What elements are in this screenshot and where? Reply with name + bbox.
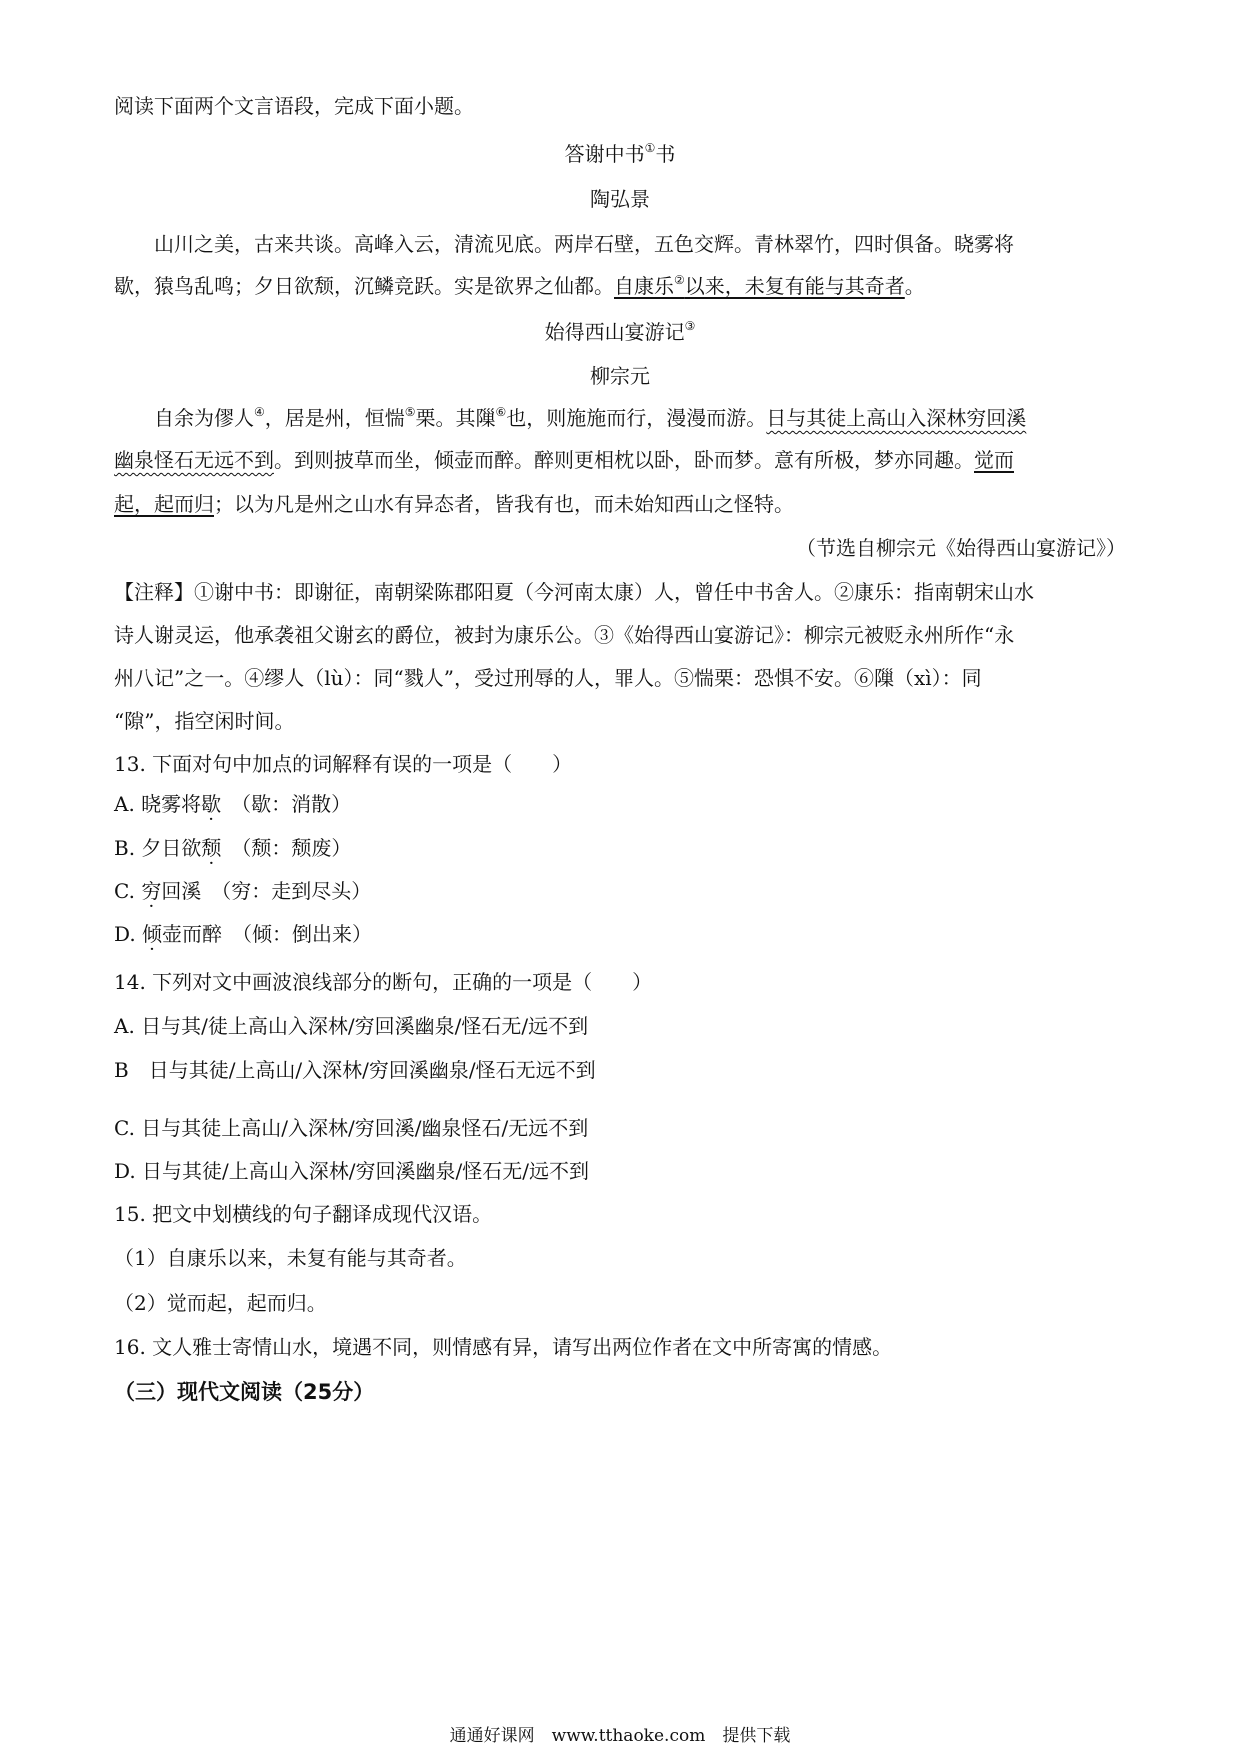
text2-paragraph-line: 幽泉怪石无远不到。到则披草而坐，倾壶而醉。醉则更相枕以卧，卧而梦。意有所极，梦亦同趣。觉而: [114, 448, 1014, 472]
emphasis-dot-word: 倾: [142, 922, 163, 946]
text2-paragraph-line: 自余为僇人④，居是州，恒惴⑤栗。其隟⑥也，则施施而行，漫漫而游。日与其徒上高山入深林穷回溪: [154, 405, 1027, 430]
question-13-option-d: D. 倾壶而醉 （倾：倒出来）: [114, 922, 373, 946]
question-13-option-b: B. 夕日欲颓 （颓：颓废）: [114, 836, 352, 860]
underlined-sentence-2: 觉而: [974, 448, 1014, 472]
question-15-sentence-2: （2）觉而起，起而归。: [114, 1291, 327, 1315]
notes-line: “隙”，指空闲时间。: [114, 709, 295, 733]
question-13-option-c: C. 穷回溪 （穷：走到尽头）: [114, 879, 372, 903]
text2-author: 柳宗元: [590, 364, 650, 388]
question-13-option-a: A. 晓雾将歇 （歇：消散）: [114, 792, 352, 816]
text1-author: 陶弘景: [590, 187, 650, 211]
text1-paragraph-line: 山川之美，古来共谈。高峰入云，清流见底。两岸石壁，五色交辉。青林翠竹，四时俱备。晓雾将: [154, 232, 1014, 256]
emphasis-dot-word: 歇: [201, 792, 222, 816]
question-15-stem: 15. 把文中划横线的句子翻译成现代汉语。: [114, 1202, 493, 1226]
text1-title: 答谢中书①书: [564, 141, 676, 166]
text2-paragraph-line: 起，起而归；以为凡是州之山水有异态者，皆我有也，而未始知西山之怪特。: [114, 492, 794, 516]
underlined-sentence-2: 起，起而归: [114, 492, 214, 516]
wavy-underlined-text: 日与其徒上高山入深林穷回溪: [766, 406, 1027, 430]
notes-line: 【注释】①谢中书：即谢征，南朝梁陈郡阳夏（今河南太康）人，曾任中书舍人。②康乐：指南朝宋山水: [114, 580, 1034, 604]
page-footer: 通通好课网 www.tthaoke.com 提供下载: [449, 1726, 791, 1746]
question-14-option-b: B 日与其徒/上高山/入深林/穷回溪幽泉/怪石无远不到: [114, 1058, 596, 1082]
text1-title-note: ①: [644, 141, 656, 155]
emphasis-dot-word: 穷: [141, 879, 162, 903]
question-13-stem: 13. 下面对句中加点的词解释有误的一项是（ ）: [114, 752, 573, 776]
question-14-option-d: D. 日与其徒/上高山入深林/穷回溪幽泉/怪石无/远不到: [114, 1159, 589, 1183]
question-14-option-a: A. 日与其/徒上高山入深林/穷回溪幽泉/怪石无/远不到: [114, 1014, 589, 1038]
question-16-stem: 16. 文人雅士寄情山水，境遇不同，则情感有异，请写出两位作者在文中所寄寓的情感。: [114, 1335, 893, 1359]
question-15-sentence-1: （1）自康乐以来，未复有能与其奇者。: [114, 1246, 467, 1270]
emphasis-dot-word: 颓: [201, 836, 222, 860]
question-14-option-c: C. 日与其徒上高山/入深林/穷回溪/幽泉怪石/无远不到: [114, 1116, 589, 1140]
text2-title: 始得西山宴游记③: [544, 319, 696, 344]
wavy-underlined-text: 幽泉怪石无远不到: [114, 448, 274, 472]
notes-line: 诗人谢灵运，他承袭祖父谢玄的爵位，被封为康乐公。③《始得西山宴游记》：柳宗元被贬永州所作“永: [114, 623, 1015, 647]
underlined-sentence-1: 自康乐②以来，未复有能与其奇者: [614, 273, 905, 298]
text1-paragraph-line: 歇，猿鸟乱鸣；夕日欲颓，沉鳞竞跃。实是欲界之仙都。自康乐②以来，未复有能与其奇者。: [114, 273, 925, 298]
question-14-stem: 14. 下列对文中画波浪线部分的断句，正确的一项是（ ）: [114, 970, 653, 994]
text2-source: （节选自柳宗元《始得西山宴游记》）: [796, 536, 1126, 560]
section-heading: （三）现代文阅读（25分）: [114, 1380, 375, 1404]
reading-instruction: 阅读下面两个文言语段，完成下面小题。: [114, 94, 474, 118]
notes-line: 州八记”之一。④缪人（lù）：同“戮人”，受过刑辱的人，罪人。⑤惴栗：恐惧不安。⑥隟（xì）：同: [114, 666, 982, 690]
